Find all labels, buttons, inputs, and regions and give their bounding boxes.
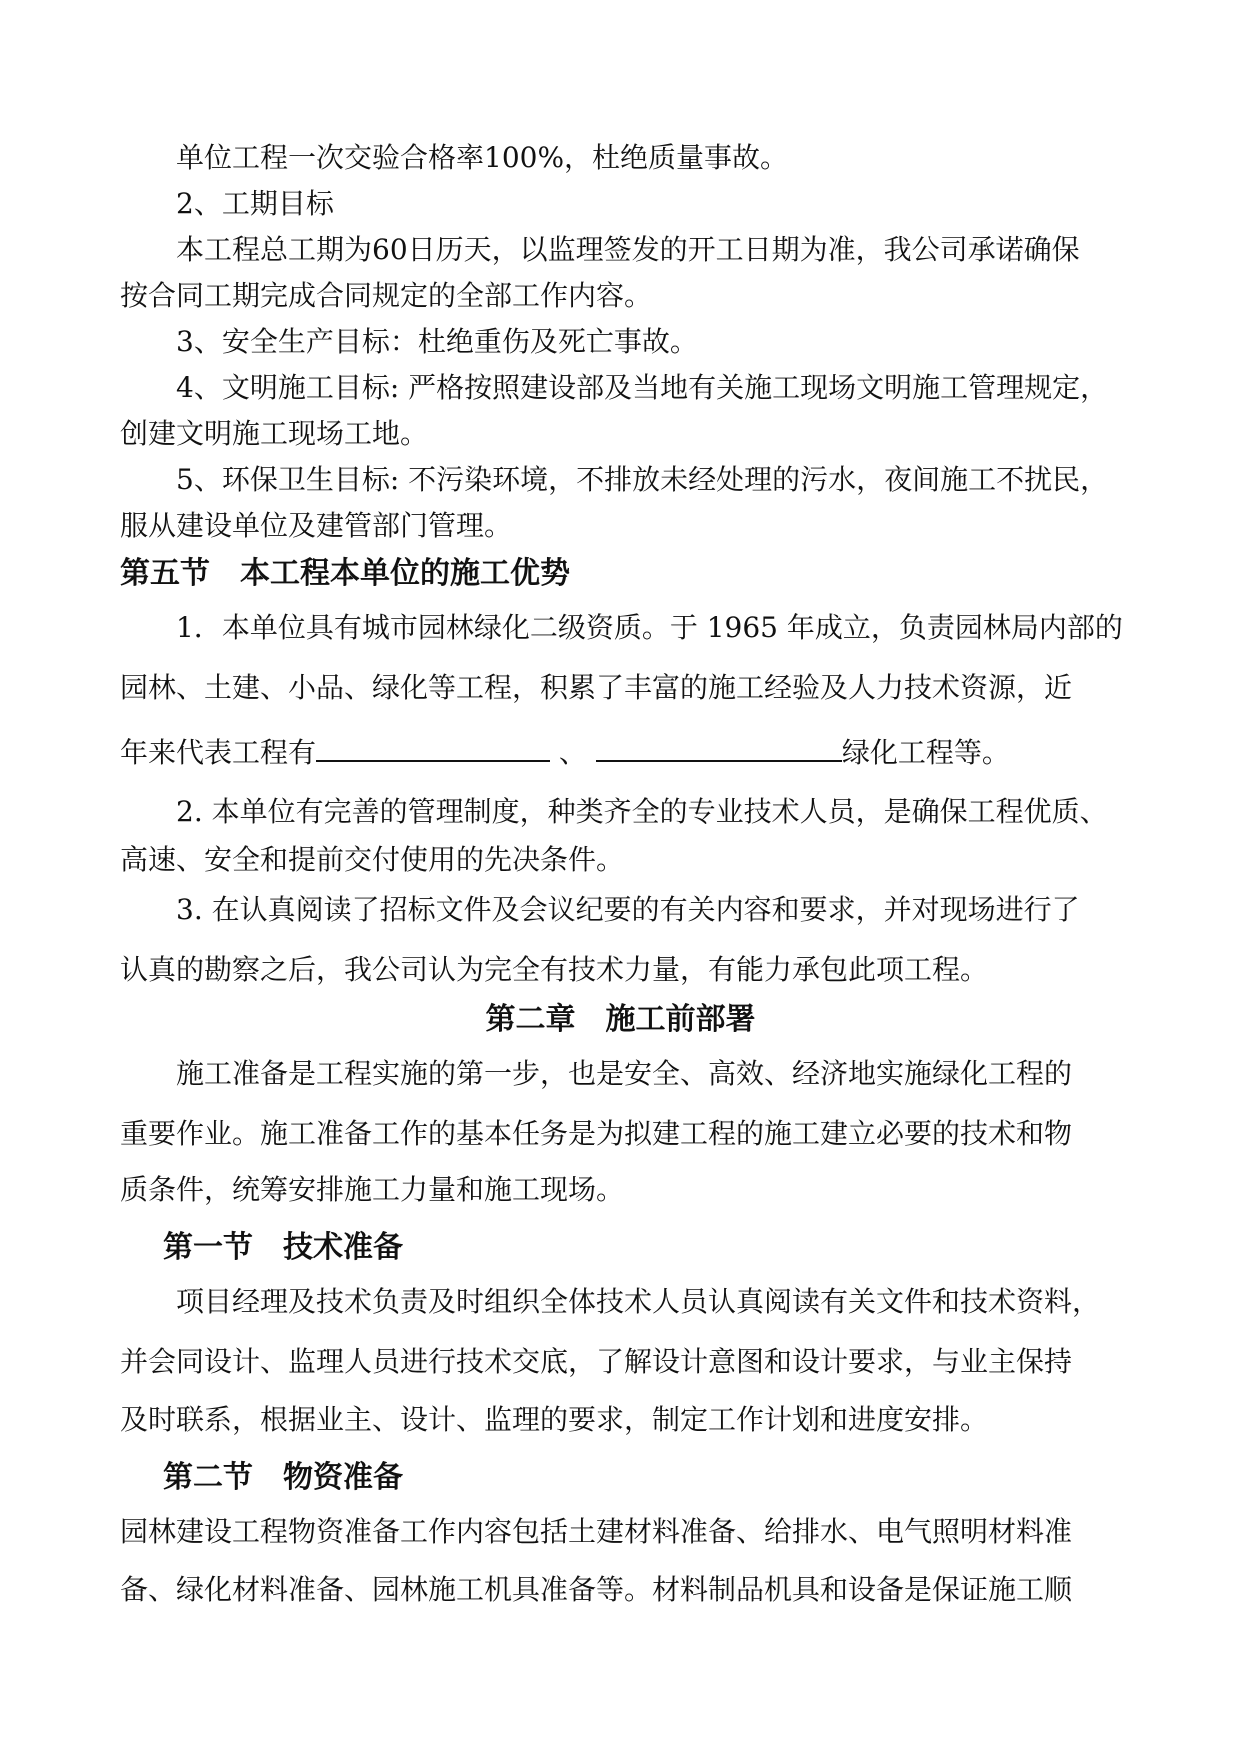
advantage-3-line-1: 3. 在认真阅读了招标文件及会议纪要的有关内容和要求，并对现场进行了	[176, 893, 1080, 926]
material-prep-line-1: 园林建设工程物资准备工作内容包括土建材料准备、给排水、电气照明材料准	[120, 1515, 1073, 1548]
section-2-title	[163, 1460, 403, 1496]
material-prep-line-2: 备、绿化材料准备、园林施工机具准备等。材料制品机具和设备是保证施工顺	[120, 1573, 1073, 1606]
schedule-goal-title: 2、工期目标	[176, 187, 334, 220]
project-blank-2	[596, 730, 842, 762]
chapter-2-text: 施工前部署	[605, 1002, 756, 1037]
chapter-2-intro-line-1: 施工准备是工程实施的第一步，也是安全、高效、经济地实施绿化工程的	[176, 1057, 1073, 1090]
advantage-2-line-2: 高速、安全和提前交付使用的先决条件。	[120, 843, 625, 876]
green-project-suffix: 绿化工程等。	[841, 736, 1010, 769]
civil-goal-line-1: 4、文明施工目标: 严格按照建设部及当地有关施工现场文明施工管理规定，	[176, 371, 1109, 404]
tech-prep-line-2: 并会同设计、监理人员进行技术交底，了解设计意图和设计要求，与业主保持	[120, 1345, 1073, 1378]
section-1-title	[163, 1230, 403, 1266]
chapter-2-number: 第二章	[485, 1002, 576, 1037]
env-goal-line-2: 服从建设单位及建管部门管理。	[120, 509, 513, 542]
section-1-number: 第一节	[163, 1230, 253, 1265]
representative-projects-label: 年来代表工程有	[120, 736, 317, 769]
chapter-2-intro-line-2: 重要作业。施工准备工作的基本任务是为拟建工程的施工建立必要的技术和物	[120, 1117, 1073, 1150]
advantage-1-line-2: 园林、土建、小品、绿化等工程，积累了丰富的施工经验及人力技术资源，近	[120, 671, 1073, 704]
advantage-2-line-1: 2. 本单位有完善的管理制度，种类齐全的专业技术人员，是确保工程优质、	[176, 795, 1108, 828]
section-2-text: 物资准备	[283, 1460, 403, 1495]
section-1-text: 技术准备	[283, 1230, 403, 1265]
schedule-goal-line-2: 按合同工期完成合同规定的全部工作内容。	[120, 279, 653, 312]
section-5-text: 本工程本单位的施工优势	[240, 556, 570, 591]
schedule-goal-line-1: 本工程总工期为60日历天，以监理签发的开工日期为准，我公司承诺确保	[176, 233, 1080, 266]
project-blank-1	[316, 730, 550, 762]
section-2-number: 第二节	[163, 1460, 253, 1495]
chapter-2-title	[0, 1002, 1241, 1038]
advantage-1-line-3	[120, 730, 1010, 771]
advantage-3-line-2: 认真的勘察之后，我公司认为完全有技术力量，有能力承包此项工程。	[120, 953, 989, 986]
tech-prep-line-3: 及时联系，根据业主、设计、监理的要求，制定工作计划和进度安排。	[120, 1403, 989, 1436]
tech-prep-line-1: 项目经理及技术负责及时组织全体技术人员认真阅读有关文件和技术资料，	[176, 1285, 1101, 1318]
civil-goal-line-2: 创建文明施工现场工地。	[120, 417, 429, 450]
quality-goal-tail: 单位工程一次交验合格率100%，杜绝质量事故。	[176, 141, 789, 174]
section-5-title	[120, 556, 570, 592]
blank-separator: 、	[558, 736, 587, 769]
chapter-2-intro-line-3: 质条件，统筹安排施工力量和施工现场。	[120, 1173, 625, 1206]
safety-goal: 3、安全生产目标：杜绝重伤及死亡事故。	[176, 325, 698, 358]
advantage-1-line-1: 1．本单位具有城市园林绿化二级资质。于 1965 年成立，负责园林局内部的	[176, 611, 1123, 644]
env-goal-line-1: 5、环保卫生目标: 不污染环境，不排放未经处理的污水，夜间施工不扰民，	[176, 463, 1109, 496]
section-5-number: 第五节	[120, 556, 210, 591]
